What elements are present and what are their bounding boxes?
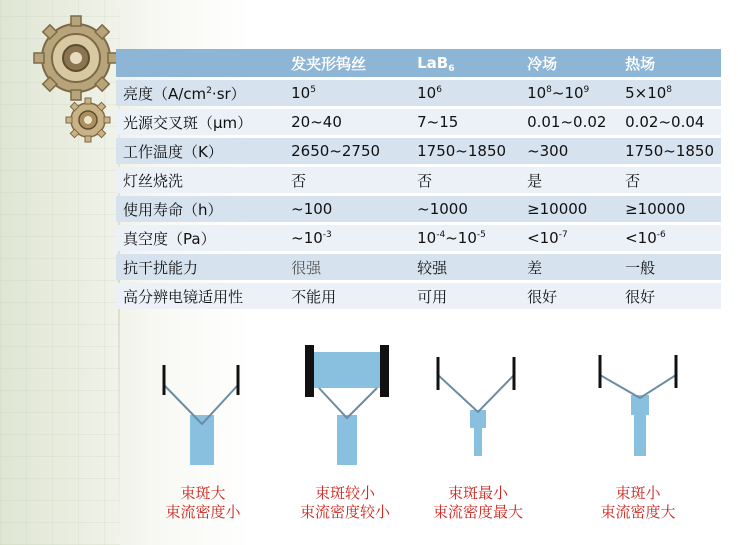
lab6-source-diagram: [297, 340, 397, 470]
electron-source-comparison-table: [116, 46, 721, 312]
table-row-flashing: [116, 167, 721, 193]
crystal-block: [311, 352, 383, 388]
caption-line-1: 束斑小: [615, 484, 661, 502]
caption-line-2: 束流密度小: [165, 503, 241, 521]
cell-tungsten: ~100: [284, 196, 410, 222]
cell-lab6: ~1000: [410, 196, 520, 222]
cell-thermal-field: 一般: [618, 254, 721, 280]
table-header-row: [116, 49, 721, 77]
table-row-hr-suitability: [116, 283, 721, 309]
cell-thermal-field: $5\times 10^8$: [618, 80, 721, 106]
row-label: 工作温度（K）: [116, 138, 284, 164]
cell-thermal-field: $<10^{-6}$: [618, 225, 721, 251]
table-row-crossover: [116, 109, 721, 135]
header-cold-field: 冷场: [520, 49, 618, 77]
beam-spot: [337, 415, 357, 465]
header-lab6: LaB$_6$: [410, 49, 520, 77]
cell-lab6: 1750~1850: [410, 138, 520, 164]
beam-spot: [190, 415, 214, 465]
caption-thermal-field: [563, 484, 713, 522]
cell-tungsten: 2650~2750: [284, 138, 410, 164]
cell-lab6: $10^6$: [410, 80, 520, 106]
emitter-lines: [600, 375, 676, 398]
beam-spot: [634, 412, 646, 456]
table-row-temperature: [116, 138, 721, 164]
row-label: 光源交叉斑（μm）: [116, 109, 284, 135]
cell-thermal-field: 否: [618, 167, 721, 193]
cell-thermal-field: ≥10000: [618, 196, 721, 222]
row-label: 使用寿命（h）: [116, 196, 284, 222]
gear-small-icon: [66, 98, 110, 142]
table-row-brightness: [116, 80, 721, 106]
row-label: 高分辨电镜适用性: [116, 283, 284, 309]
emitter-lines: [438, 375, 514, 412]
thermal-field-source-diagram: [590, 340, 690, 470]
cell-cold-field: 0.01~0.02: [520, 109, 618, 135]
cell-cold-field: $<10^{-7}$: [520, 225, 618, 251]
cell-lab6: 否: [410, 167, 520, 193]
row-label: 灯丝烧洗: [116, 167, 284, 193]
row-label: 亮度$(A/cm^2\cdot sr)$: [116, 80, 284, 106]
table-row-vacuum: [116, 225, 721, 251]
caption-cold-field: [403, 484, 553, 522]
cell-tungsten: 否: [284, 167, 410, 193]
cell-cold-field: ≥10000: [520, 196, 618, 222]
cell-tungsten: 20~40: [284, 109, 410, 135]
cell-lab6: 较强: [410, 254, 520, 280]
row-label: 真空度（Pa）: [116, 225, 284, 251]
table-row-lifetime: [116, 196, 721, 222]
cell-thermal-field: 1750~1850: [618, 138, 721, 164]
cell-cold-field: 是: [520, 167, 618, 193]
caption-line-1: 束斑最小: [447, 484, 508, 502]
cell-thermal-field: 很好: [618, 283, 721, 309]
cell-cold-field: $10^8\sim 10^9$: [520, 80, 618, 106]
electrode-right: [380, 345, 389, 397]
electrode-left: [305, 345, 314, 397]
cell-tungsten: $\sim 10^{-3}$: [284, 225, 410, 251]
emitter-lines: [319, 388, 377, 418]
cell-lab6: $10^{-4}\sim 10^{-5}$: [410, 225, 520, 251]
cell-tungsten: 不能用: [284, 283, 410, 309]
cell-thermal-field: 0.02~0.04: [618, 109, 721, 135]
cell-cold-field: 很好: [520, 283, 618, 309]
cell-lab6: 可用: [410, 283, 520, 309]
caption-line-2: 束流密度大: [600, 503, 676, 521]
cell-tungsten: 很强: [284, 254, 410, 280]
cell-lab6: 7~15: [410, 109, 520, 135]
cell-tungsten: $10^5$: [284, 80, 410, 106]
cell-cold-field: 差: [520, 254, 618, 280]
caption-line-1: 束斑大: [180, 484, 226, 502]
row-label: 抗干扰能力: [116, 254, 284, 280]
cold-field-source-diagram: [428, 340, 528, 470]
gear-large-icon: [34, 16, 118, 100]
caption-lab6: [270, 484, 420, 522]
caption-line-2: 束流密度最大: [432, 503, 523, 521]
table-row-interference: [116, 254, 721, 280]
caption-line-2: 束流密度较小: [299, 503, 390, 521]
header-tungsten: 发夹形钨丝: [284, 49, 410, 77]
cell-cold-field: ~300: [520, 138, 618, 164]
header-thermal-field: 热场: [618, 49, 721, 77]
beam-spot: [474, 426, 482, 456]
header-empty: [116, 49, 284, 77]
caption-line-1: 束斑较小: [314, 484, 375, 502]
gears-decoration: [28, 14, 128, 144]
caption-tungsten: [128, 484, 278, 522]
tungsten-source-diagram: [150, 340, 250, 470]
